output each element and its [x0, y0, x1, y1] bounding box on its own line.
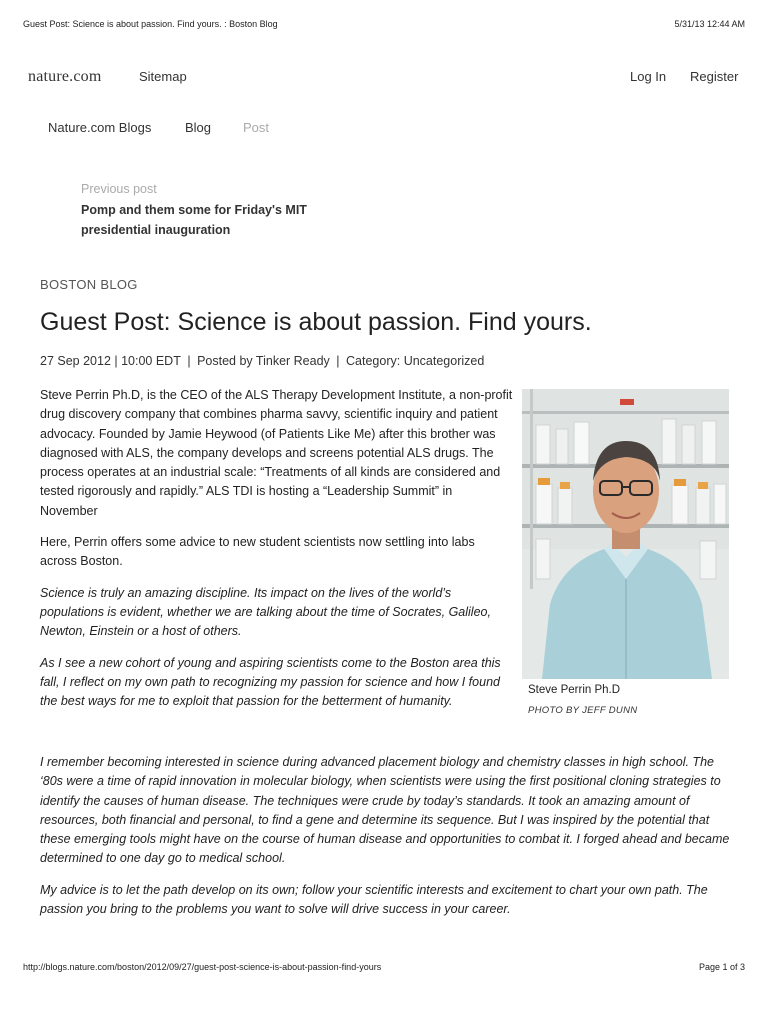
article-paragraph: I remember becoming interested in science during advanced placement biology and chemistry classes in high school. The ‘80s were a time of rapid innovation in molecular biology, when scientists were using the first positional cloning strategies to identify the causes of human disease. The techniques were crude by today’s standards. It took an amazing amount of resources, both financial and personal, to find a gene and determine its sequence. But I was inspired by the potential that these emerging tools might have on the course of human disease and opportunities to combat it. I forged ahead and became determined to one day go to medical school.	[40, 755, 730, 866]
article-body	[40, 386, 513, 723]
blog-name[interactable]: BOSTON BLOG	[40, 277, 138, 292]
breadcrumb-nature-blogs[interactable]: Nature.com Blogs	[48, 120, 152, 135]
photo-credit: PHOTO BY JEFF DUNN	[528, 705, 638, 716]
print-footer-page: Page 1 of 3	[698, 962, 745, 972]
breadcrumb-post: Post	[243, 120, 270, 135]
author-link[interactable]: Tinker Ready	[255, 354, 330, 368]
category-link[interactable]: Uncategorized	[403, 354, 485, 368]
previous-post-label: Previous post	[81, 182, 157, 196]
print-footer-url: http://blogs.nature.com/boston/2012/09/27/guest-post-science-is-about-passion-find-yours	[23, 962, 382, 972]
article-paragraph: Here, Perrin offers some advice to new student scientists now settling into labs across Boston.	[40, 535, 475, 569]
login-link[interactable]: Log In	[630, 69, 667, 84]
author-photo	[522, 389, 729, 679]
photo-caption: Steve Perrin Ph.D	[528, 684, 621, 696]
article-paragraph: Steve Perrin Ph.D, is the CEO of the ALS Therapy Development Institute, a non-profit drug discovery company that combines pharma savvy, scientific inquiry and patient advocacy. Founded by Jamie Heywood (of Patients Like Me) after this brother was diagnosed with ALS, the company develops and screens potential ALS drugs. The process operates at an industrial scale: “Treatments of all kinds are considered and tested rigorously and rapidly.” ALS TDI is hosting a “Leadership Summit” in November	[40, 388, 513, 518]
article-body-continued	[40, 753, 730, 931]
article-paragraph: As I see a new cohort of young and aspiring scientists come to the Boston area this fall, I reflect on my own path to recognizing my passion for science and how I found the best ways for me to exploit that passion for the betterment of humanity.	[40, 655, 501, 709]
print-header-datetime: 5/31/13 12:44 AM	[674, 19, 745, 29]
author-photo-illustration	[522, 389, 729, 679]
category-label: Category:	[346, 354, 401, 368]
sitemap-link[interactable]: Sitemap	[139, 69, 187, 84]
posted-by-label: Posted by	[197, 354, 253, 368]
post-datetime: 27 Sep 2012 | 10:00 EDT	[40, 354, 181, 368]
article-paragraph: Science is truly an amazing discipline. Its impact on the lives of the world’s populations is evident, whether we are talking about the time of Socrates, Galileo, Newton, Einstein or a host of others.	[40, 585, 491, 639]
previous-post-link[interactable]: Pomp and them some for Friday's MIT presidential inauguration	[81, 203, 307, 237]
post-title: Guest Post: Science is about passion. Find yours.	[40, 308, 592, 336]
site-logo[interactable]: nature.com	[28, 68, 102, 85]
breadcrumb-blog[interactable]: Blog	[185, 120, 212, 135]
print-header-title: Guest Post: Science is about passion. Find yours. : Boston Blog	[23, 19, 278, 29]
register-link[interactable]: Register	[690, 69, 739, 84]
post-meta: 27 Sep 2012 | 10:00 EDT | Posted by Tinker Ready | Category: Uncategorized	[40, 354, 485, 368]
article-paragraph: My advice is to let the path develop on its own; follow your scientific interests and excitement to chart your own path. The passion you bring to the problems you want to solve will drive success in your career.	[40, 882, 708, 917]
